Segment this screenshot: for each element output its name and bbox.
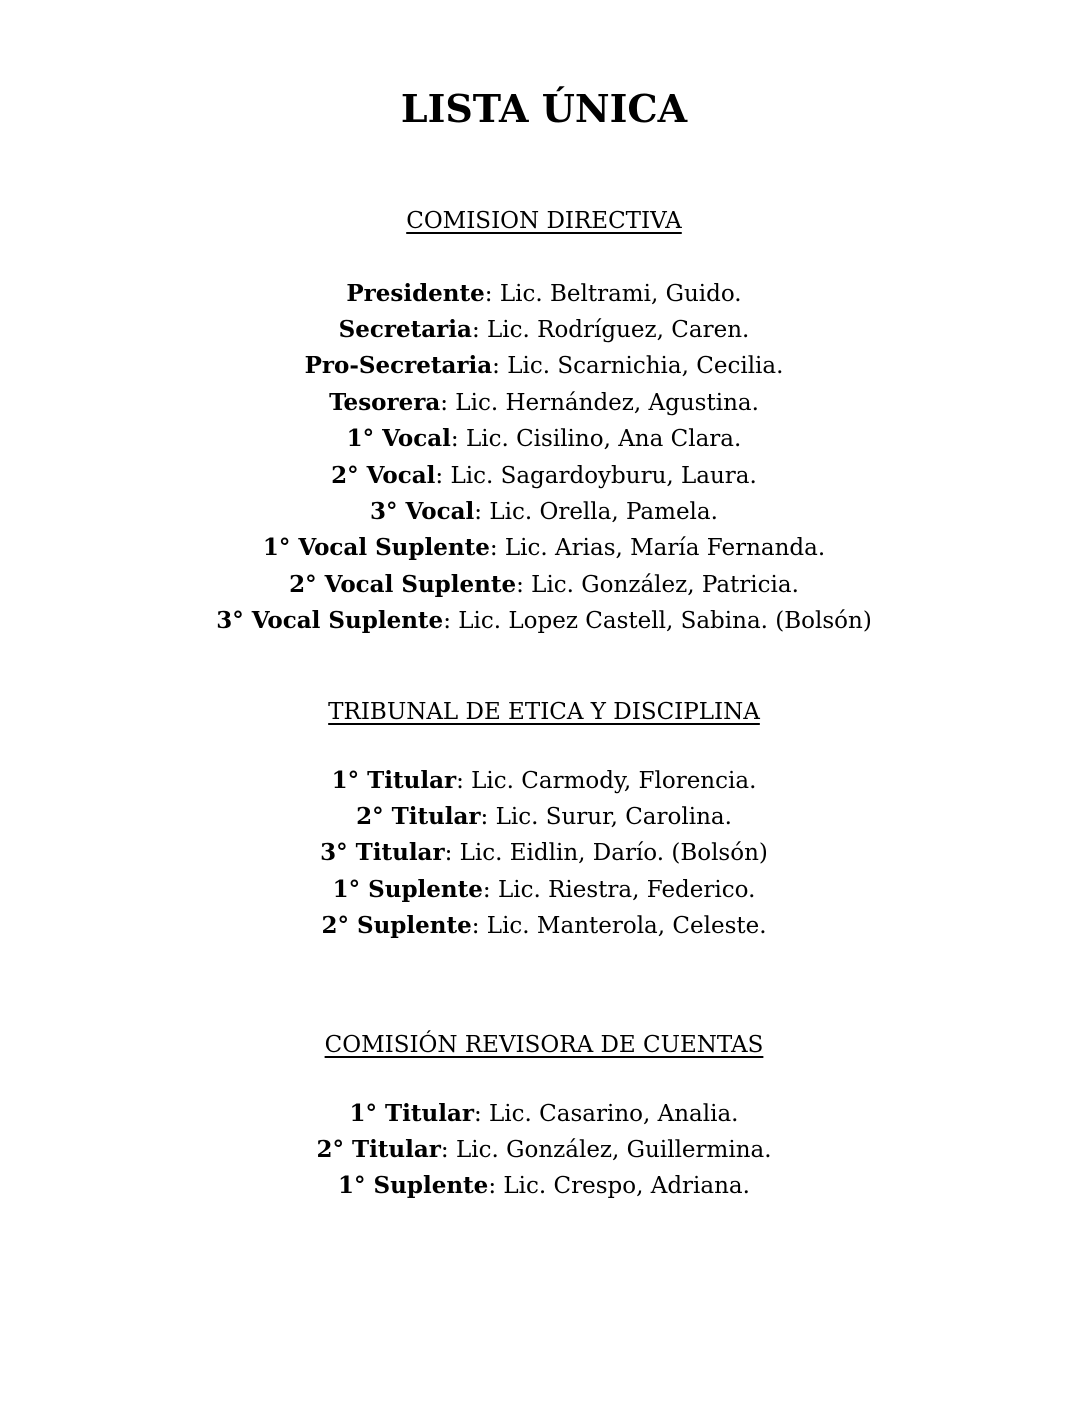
role-separator: : xyxy=(492,353,500,380)
member-entry xyxy=(0,1096,1088,1132)
role-separator: : xyxy=(471,913,480,940)
member-name: Lic. Orella, Pamela. xyxy=(482,498,718,525)
member-name: Lic. Beltrami, Guido. xyxy=(492,280,742,307)
member-name: Lic. Manterola, Celeste. xyxy=(479,913,767,940)
member-role: 1° Vocal Suplente xyxy=(262,534,490,562)
role-separator: : xyxy=(484,280,493,307)
member-name: Lic. Rodríguez, Caren. xyxy=(479,316,750,343)
member-role: 1° Vocal xyxy=(346,425,451,453)
member-entry xyxy=(0,348,1088,384)
member-name: Lic. Arias, María Fernanda. xyxy=(497,535,826,562)
member-entry xyxy=(0,421,1088,457)
member-entry xyxy=(0,872,1088,908)
member-role: Pro-Secretaria xyxy=(304,352,493,380)
member-role: 2° Titular xyxy=(356,802,481,830)
member-entry xyxy=(0,276,1088,312)
section-tribunal-etica xyxy=(0,699,1088,945)
member-role: 2° Vocal Suplente xyxy=(289,570,517,598)
member-role: 1° Suplente xyxy=(332,875,483,903)
member-entry xyxy=(0,494,1088,530)
role-separator: : xyxy=(474,498,483,525)
role-separator: : xyxy=(471,316,480,343)
section-heading: TRIBUNAL DE ETICA Y DISCIPLINA xyxy=(328,699,760,725)
member-list xyxy=(0,763,1088,945)
role-separator: : xyxy=(489,535,498,562)
role-separator: : xyxy=(443,608,451,635)
member-name: Lic. Sagardoyburu, Laura. xyxy=(443,462,757,489)
member-entry xyxy=(0,530,1088,566)
member-name: Lic. Hernández, Agustina. xyxy=(448,389,759,416)
member-entry xyxy=(0,763,1088,799)
member-entry xyxy=(0,458,1088,494)
role-separator: : xyxy=(473,1100,482,1127)
member-role: 1° Titular xyxy=(331,766,457,794)
role-separator: : xyxy=(440,1136,449,1163)
member-name: Lic. Crespo, Adriana. xyxy=(496,1173,750,1200)
member-role: Tesorera xyxy=(329,388,441,416)
section-comision-revisora xyxy=(0,1032,1088,1205)
member-role: 3° Vocal xyxy=(370,497,475,525)
section-comision-directiva xyxy=(0,208,1088,640)
member-role: 2° Titular xyxy=(316,1135,441,1163)
member-role: Presidente xyxy=(346,279,485,307)
member-entry xyxy=(0,908,1088,944)
member-name: Lic. Surur, Carolina. xyxy=(488,803,732,830)
member-entry xyxy=(0,312,1088,348)
member-entry xyxy=(0,835,1088,871)
member-role: 1° Titular xyxy=(349,1099,474,1127)
member-role: 2° Vocal xyxy=(331,461,436,489)
role-separator: : xyxy=(516,571,524,598)
section-heading: COMISION DIRECTIVA xyxy=(406,208,682,234)
member-name: Lic. Casarino, Analia. xyxy=(481,1100,739,1127)
member-role: 3° Vocal Suplente xyxy=(216,607,444,635)
role-separator: : xyxy=(482,876,491,903)
role-separator: : xyxy=(480,803,489,830)
member-list xyxy=(0,1096,1088,1205)
member-name: Lic. Carmody, Florencia. xyxy=(463,767,757,794)
member-name: Lic. González, Patricia. xyxy=(523,571,799,598)
member-role: 1° Suplente xyxy=(338,1172,489,1200)
member-name: Lic. Eidlin, Darío. (Bolsón) xyxy=(452,840,768,867)
member-entry xyxy=(0,567,1088,603)
member-name: Lic. Lopez Castell, Sabina. (Bolsón) xyxy=(450,608,872,635)
role-separator: : xyxy=(435,462,444,489)
role-separator: : xyxy=(456,767,464,794)
role-separator: : xyxy=(444,840,453,867)
member-role: 2° Suplente xyxy=(321,912,472,940)
member-entry xyxy=(0,385,1088,421)
member-name: Lic. Scarnichia, Cecilia. xyxy=(499,353,784,380)
role-separator: : xyxy=(450,426,459,453)
member-name: Lic. González, Guillermina. xyxy=(448,1136,772,1163)
member-role: 3° Titular xyxy=(320,839,445,867)
section-heading: COMISIÓN REVISORA DE CUENTAS xyxy=(324,1032,764,1058)
member-entry xyxy=(0,1132,1088,1168)
member-list xyxy=(0,276,1088,640)
role-separator: : xyxy=(488,1173,497,1200)
member-entry xyxy=(0,1168,1088,1204)
document-title: LISTA ÚNICA xyxy=(400,86,688,131)
member-name: Lic. Cisilino, Ana Clara. xyxy=(458,426,742,453)
member-entry xyxy=(0,799,1088,835)
member-entry xyxy=(0,603,1088,639)
member-role: Secretaria xyxy=(338,315,472,343)
role-separator: : xyxy=(440,389,448,416)
member-name: Lic. Riestra, Federico. xyxy=(490,876,756,903)
